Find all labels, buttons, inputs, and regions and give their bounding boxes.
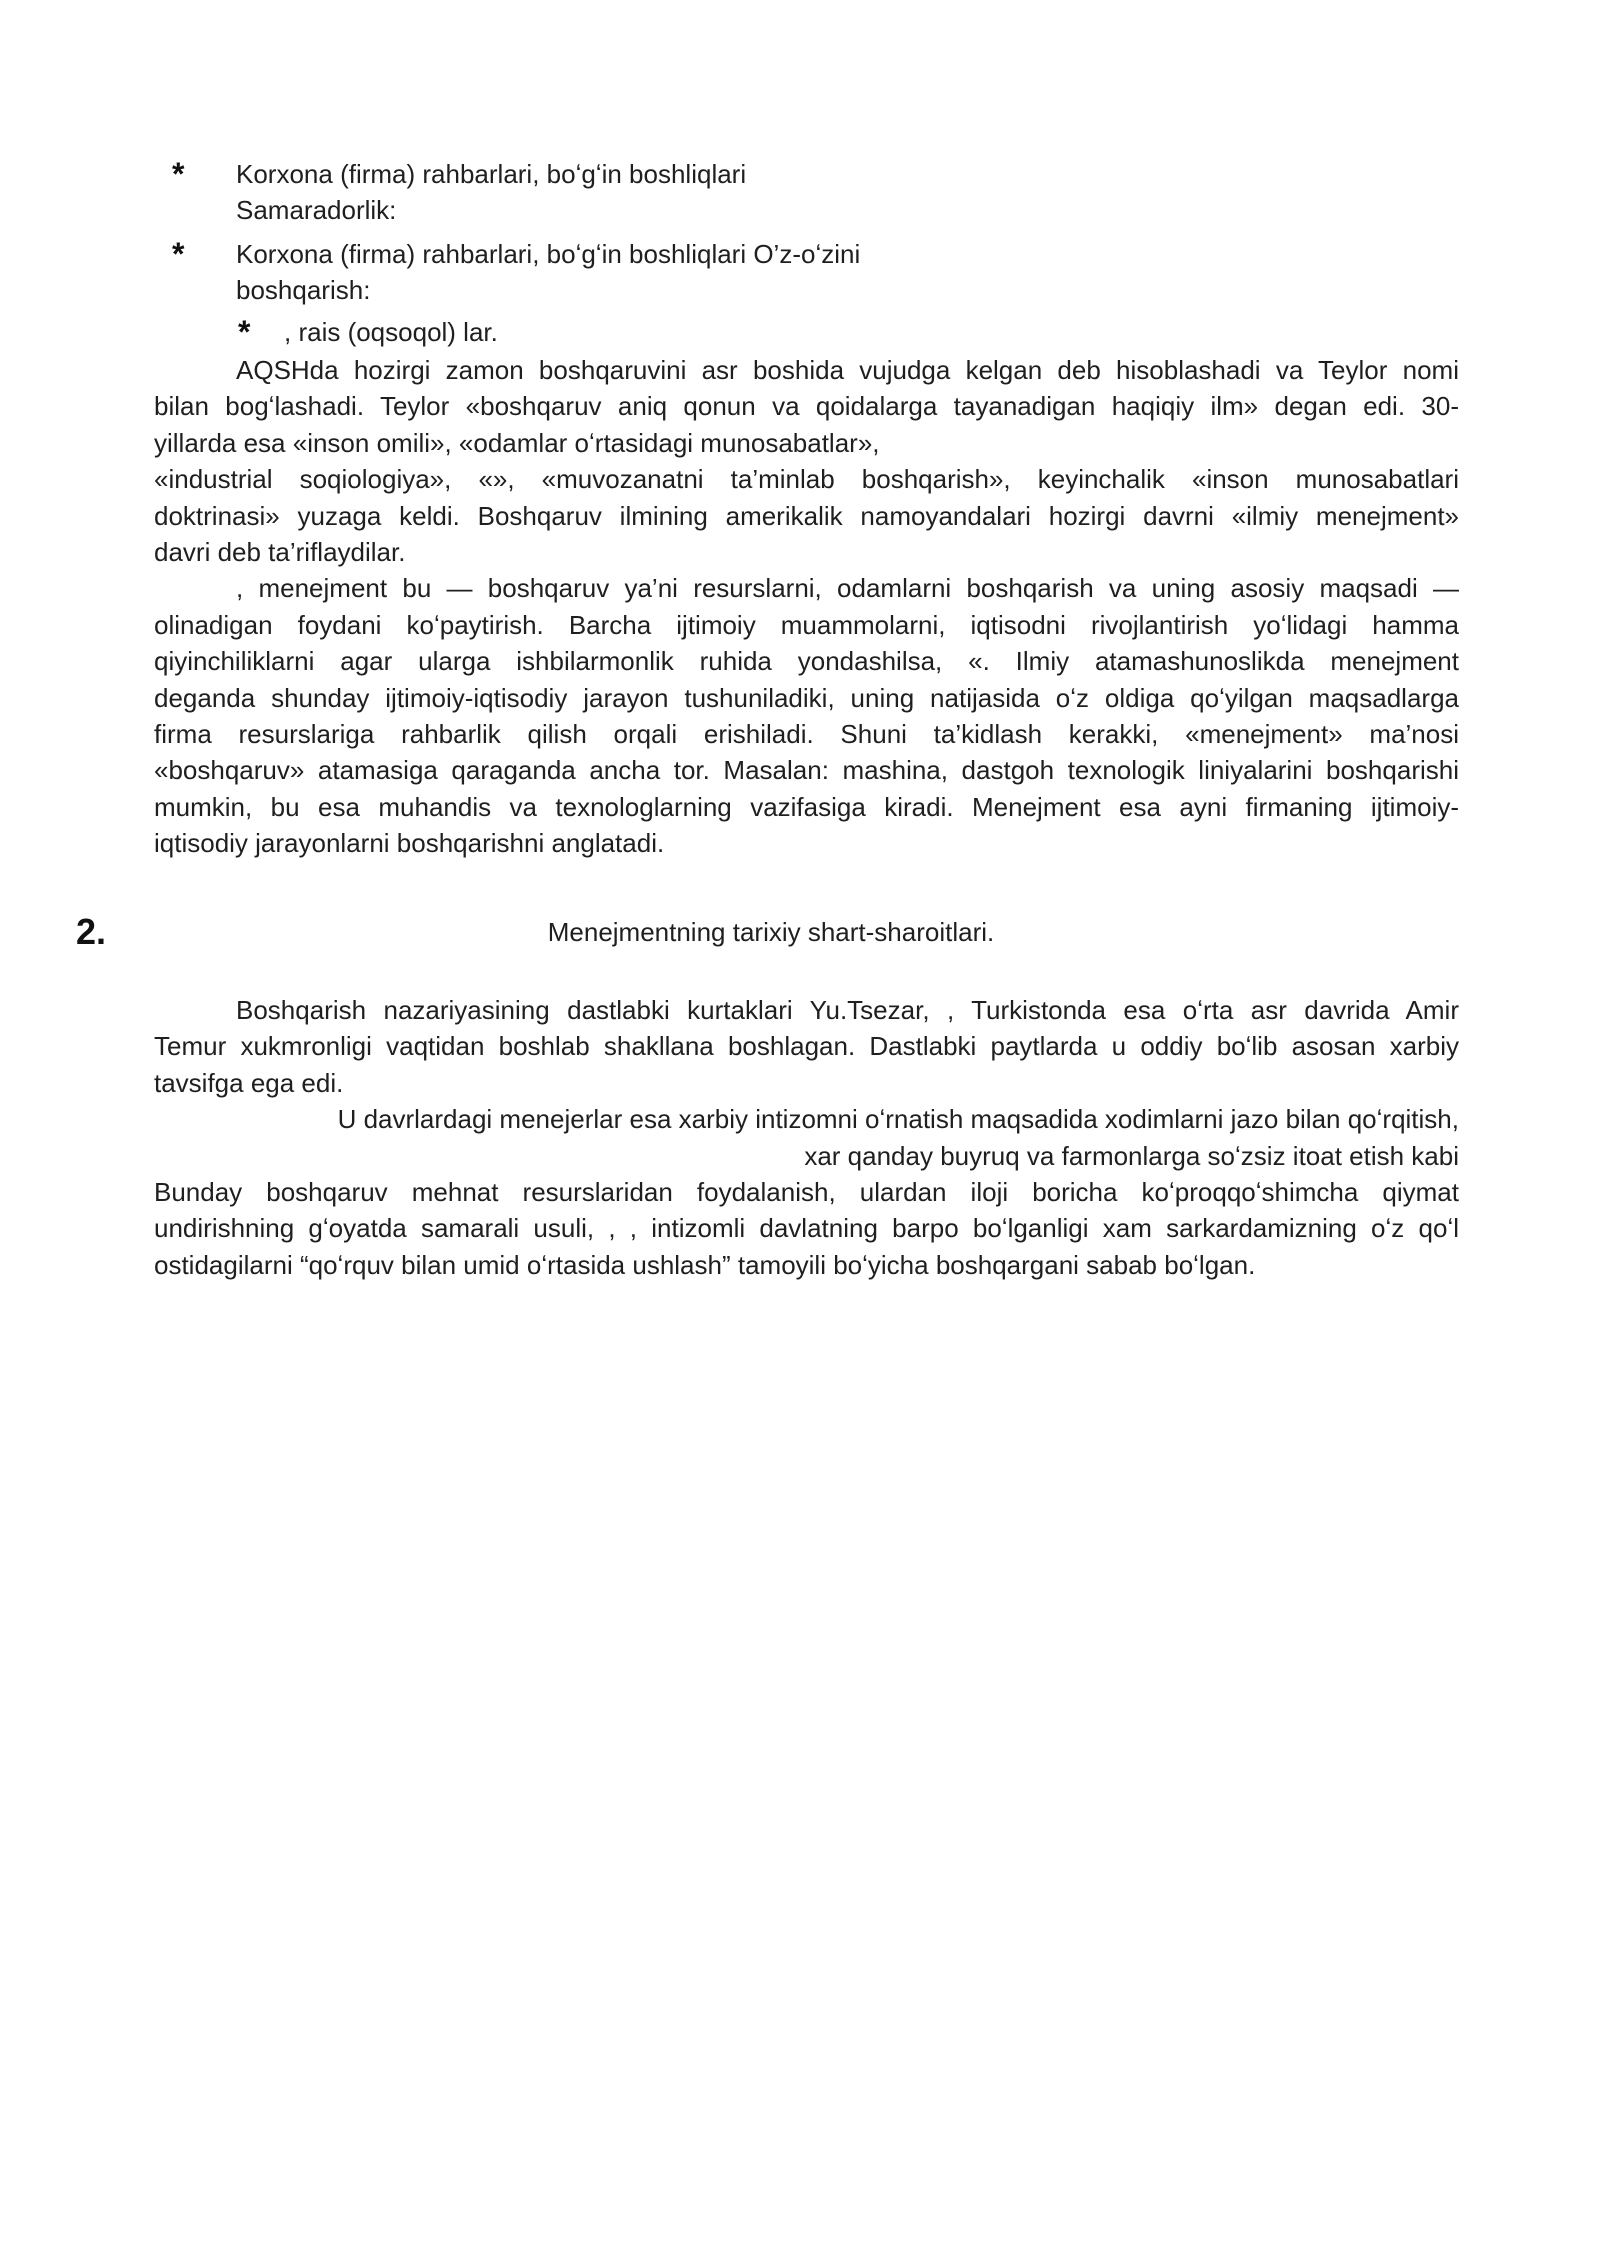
bullet-text: Korxona (firma) rahbarlari, boʻgʻin boshliqlari bbox=[236, 159, 747, 189]
bullet-item bbox=[0, 314, 1600, 350]
paragraph-line: Temur xukmronligi vaqtidan boshlab shakllana boshlagan. Dastlabki paytlarda u oddiy boʻlib asosan xarbiy bbox=[154, 1031, 1459, 1062]
paragraph-line: U davrlardagi menejerlar esa xarbiy intizomni oʻrnatish maqsadida xodimlarni jazo bilan qoʻrqitish, bbox=[337, 1104, 1459, 1135]
paragraph-line: mumkin, bu esa muhandis va texnologlarning vazifasiga kiradi. Menejment esa ayni firmaning ijtimoiy- bbox=[154, 791, 1459, 822]
section-title: Menejmentning tarixiy shart-sharoitlari. bbox=[547, 917, 995, 947]
paragraph-line: olinadigan foydani koʻpaytirish. Barcha ijtimoiy muammolarni, iqtisodni rivojlantirish yoʻlidagi hamma bbox=[154, 609, 1459, 640]
section-number: 2. bbox=[76, 911, 107, 952]
paragraph-line: tavsifga ega edi. bbox=[154, 1067, 344, 1098]
section-2-body bbox=[154, 992, 1459, 1283]
body-text bbox=[154, 352, 1459, 861]
paragraph-line: doktrinasi» yuzaga keldi. Boshqaruv ilmining amerikalik namoyandalari hozirgi davrni «ilmiy menejment» bbox=[154, 500, 1459, 531]
paragraph-line: iqtisodiy jarayonlarni boshqarishni anglatadi. bbox=[154, 828, 665, 859]
paragraph bbox=[154, 352, 1459, 570]
bullet-text: boshqarish: bbox=[236, 275, 371, 305]
paragraph-line: yillarda esa «inson omili», «odamlar oʻrtasidagi munosabatlar», bbox=[154, 427, 880, 458]
asterisk-bullet-icon: * bbox=[172, 156, 185, 192]
paragraph bbox=[154, 570, 1459, 861]
paragraph-line: deganda shunday ijtimoiy-iqtisodiy jarayon tushuniladiki, uning natijasida oʻz oldiga qoʻyilgan maqsadlarga bbox=[154, 682, 1459, 713]
bullet-continuation bbox=[0, 272, 1600, 308]
paragraph-line: Boshqarish nazariyasining dastlabki kurtaklari Yu.Tsezar, , Turkistonda esa oʻrta asr davrida Amir bbox=[236, 995, 1459, 1025]
paragraph-line: ostidagilarni “qoʻrquv bilan umid oʻrtasida ushlash” tamoyili boʻyicha boshqargani sabab boʻlgan. bbox=[154, 1249, 1256, 1280]
paragraph-line: bilan bogʻlashadi. Teylor «boshqaruv aniq qonun va qoidalarga tayanadigan haqiqiy ilm» degan edi. 30- bbox=[154, 391, 1459, 422]
paragraph-line: «industrial soqiologiya», «», «muvozanatni ta’minlab boshqarish», keyinchalik «inson munosabatlari bbox=[154, 464, 1459, 495]
bullet-text: Samaradorlik: bbox=[236, 195, 397, 225]
paragraph-line: «boshqaruv» atamasiga qaraganda ancha tor. Masalan: mashina, dastgoh texnologik liniyalarini boshqarishi bbox=[154, 755, 1459, 786]
paragraph-line: , menejment bu — boshqaruv ya’ni resurslarni, odamlarni boshqarish va uning asosiy maqsadi — bbox=[236, 573, 1459, 604]
asterisk-bullet-icon: * bbox=[172, 236, 185, 272]
bullet-text: , rais (oqsoqol) lar. bbox=[284, 317, 498, 347]
paragraph-line: davri deb ta’riflaydilar. bbox=[154, 536, 406, 567]
paragraph-line: qiyinchiliklarni agar ularga ishbilarmonlik ruhida yondashilsa, «. Ilmiy atamashunoslikda menejment bbox=[154, 646, 1459, 677]
paragraph bbox=[154, 992, 1459, 1101]
paragraph-line: undirishning gʻoyatda samarali usuli, , , intizomli davlatning barpo boʻlganligi xam sarkardamizning oʻz qoʻl bbox=[154, 1213, 1459, 1244]
paragraph-line: AQSHda hozirgi zamon boshqaruvini asr boshida vujudga kelgan deb hisoblashadi va Teylor nomi bbox=[236, 355, 1459, 385]
bullet-item bbox=[0, 236, 1600, 272]
asterisk-bullet-icon: * bbox=[238, 314, 251, 350]
bullet-continuation bbox=[0, 192, 1600, 228]
paragraph bbox=[154, 1174, 1459, 1283]
paragraph-line: xar qanday buyruq va farmonlarga soʻzsiz itoat etish kabi bbox=[804, 1140, 1459, 1171]
bullet-item bbox=[0, 156, 1600, 192]
bullet-text: Korxona (firma) rahbarlari, boʻgʻin boshliqlari O’z-oʻzini bbox=[236, 239, 861, 269]
paragraph bbox=[154, 1101, 1459, 1174]
paragraph-line: Bunday boshqaruv mehnat resurslaridan foydalanish, ulardan iloji boricha koʻproqqoʻshimcha qiymat bbox=[154, 1176, 1459, 1207]
paragraph-line: firma resurslariga rahbarlik qilish orqali erishiladi. Shuni ta’kidlash kerakki, «menejment» ma’nosi bbox=[154, 718, 1459, 749]
